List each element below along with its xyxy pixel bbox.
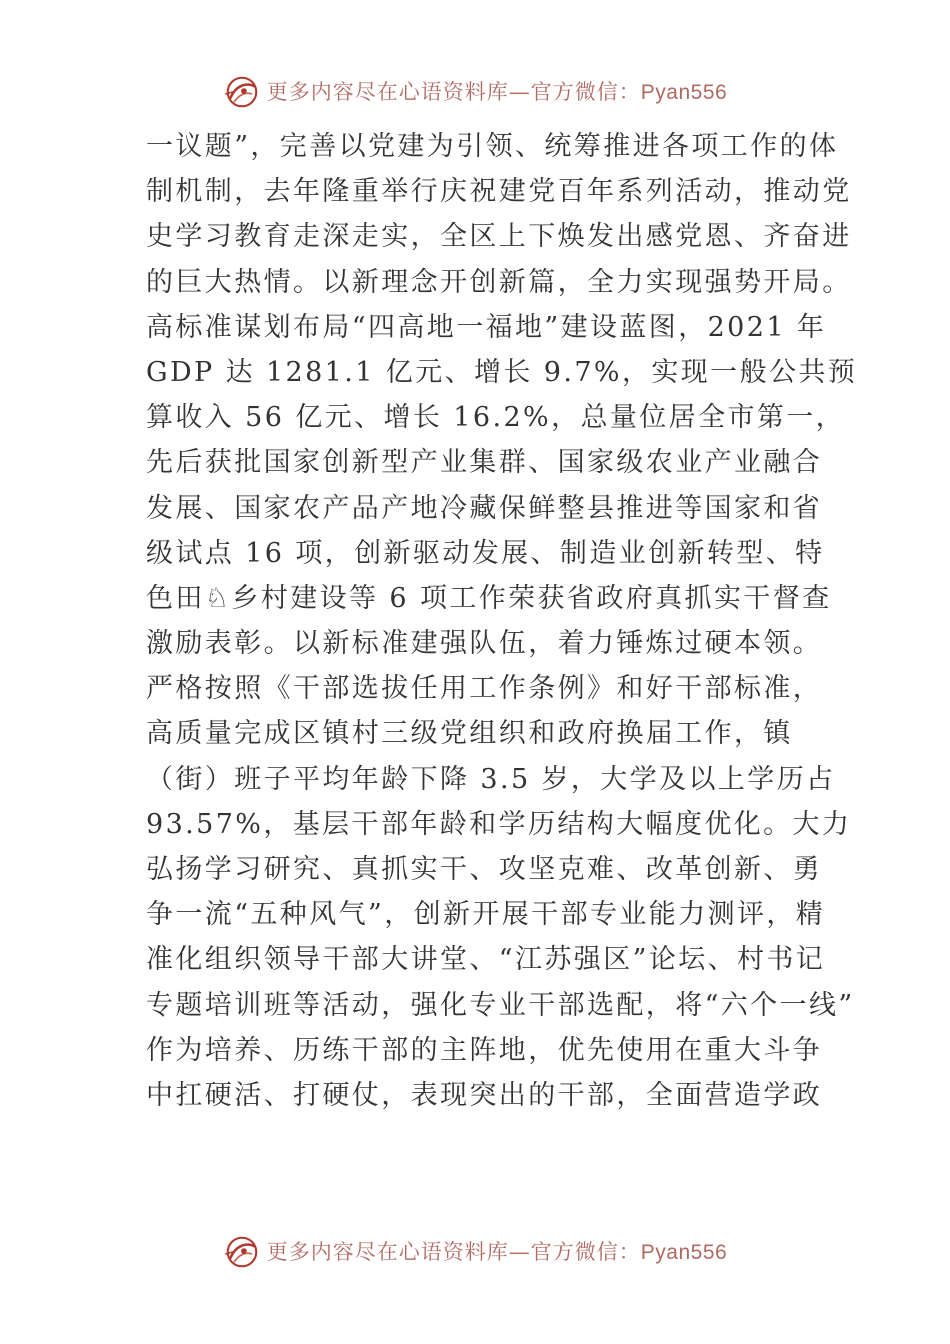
footer-wechat-id: Pyan556: [640, 1240, 728, 1264]
text-line: 一议题”，完善以党建为引领、统筹推进各项工作的体: [146, 131, 839, 162]
text-line: 争一流“五种风气”，创新开展干部专业能力测评，精: [146, 899, 826, 931]
text-line: 色田♘乡村建设等 6 项工作荣获省政府真抓实干督查: [146, 582, 832, 614]
text-line: 先后获批国家创新型产业集群、国家级农业产业融合: [146, 447, 823, 479]
footer-banner-text: [266, 1239, 728, 1264]
text-line: 专题培训班等活动，强化专业干部选配，将“六个一线”: [146, 989, 855, 1021]
text-line: 中扛硬活、打硬仗，表现突出的干部，全面营造学政: [146, 1079, 823, 1111]
footer-banner: [0, 1230, 950, 1274]
header-banner-label: 更多内容尽在心语资料库—官方微信：: [266, 79, 641, 104]
text-line: GDP 达 1281.1 亿元、增长 9.7%，实现一般公共预: [146, 356, 858, 388]
header-wechat-id: Pyan556: [640, 80, 728, 104]
text-line: 准化组织领导干部大讲堂、“江苏强区”论坛、村书记: [146, 944, 826, 976]
document-body: [146, 124, 858, 1118]
footer-banner-label: 更多内容尽在心语资料库—官方微信：: [266, 1239, 641, 1264]
text-line: 作为培养、历练干部的主阵地，优先使用在重大斗争: [146, 1034, 823, 1066]
text-line: 史学习教育走深走实，全区上下焕发出感党恩、齐奋进: [146, 221, 852, 253]
text-line: （街）班子平均年龄下降 3.5 岁，大学及以上学历占: [146, 763, 836, 795]
text-line: 高质量完成区镇村三级党组织和政府换届工作，镇: [146, 718, 793, 750]
text-line: 93.57%，基层干部年龄和学历结构大幅度优化。大力: [146, 808, 852, 840]
text-line: 高标准谋划布局“四高地一福地”建设蓝图，2021 年: [146, 311, 827, 343]
text-line: 发展、国家农产品产地冷藏保鲜整县推进等国家和省: [146, 492, 823, 524]
text-line: 制机制，去年隆重举行庆祝建党百年系列活动，推动党: [146, 176, 852, 208]
text-line: 算收入 56 亿元、增长 16.2%，总量位居全市第一，: [146, 402, 846, 434]
swirl-logo-icon: [223, 1233, 261, 1271]
text-line: 严格按照《干部选拔任用工作条例》和好干部标准，: [146, 673, 823, 705]
text-line: 级试点 16 项，创新驱动发展、制造业创新转型、特: [146, 537, 825, 569]
header-banner: [0, 70, 950, 114]
swirl-logo-icon: [223, 73, 261, 111]
text-line: 激励表彰。以新标准建强队伍，着力锤炼过硬本领。: [146, 628, 823, 660]
text-line: 弘扬学习研究、真抓实干、攻坚克难、改革创新、勇: [146, 854, 823, 885]
header-banner-text: [266, 79, 728, 104]
text-line: 的巨大热情。以新理念开创新篇，全力实现强势开局。: [146, 266, 852, 298]
